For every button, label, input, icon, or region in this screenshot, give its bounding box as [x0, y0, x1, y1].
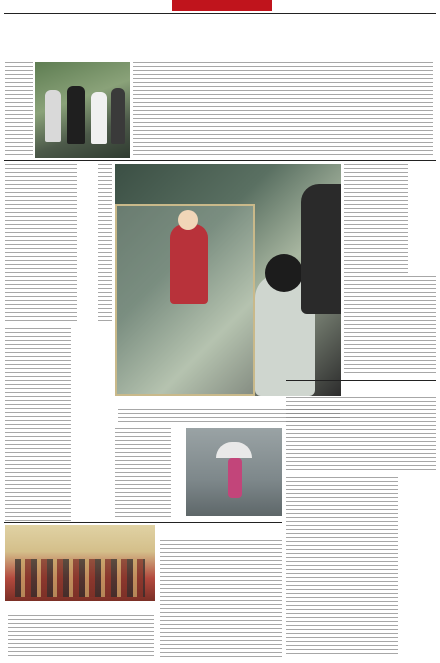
photo-person [67, 86, 85, 144]
lead-article-text [133, 62, 433, 158]
photo-person [91, 92, 107, 144]
puppet-figure [170, 224, 208, 304]
nurse-figure [228, 458, 242, 498]
section-rule [4, 522, 282, 523]
airport-article-text [160, 540, 282, 658]
photo-person [111, 88, 125, 144]
adult-figure [301, 184, 341, 314]
section-rule [4, 160, 436, 161]
baseball-article-text [98, 164, 112, 324]
section-rule [286, 380, 436, 381]
puppet-photo [115, 164, 341, 396]
lead-photo [35, 62, 130, 158]
lead-caption-text [5, 62, 33, 158]
youth-article-text [5, 328, 71, 524]
culture-caption-text [8, 615, 154, 659]
child-head [265, 254, 303, 292]
brand-logo [172, 0, 272, 11]
rain-photo [186, 428, 282, 516]
photo-person [45, 90, 61, 142]
dancers [15, 559, 145, 597]
umbrella [216, 442, 252, 458]
culture-photo [5, 525, 155, 601]
masthead-rule [4, 13, 436, 14]
rain-article-text [115, 428, 171, 518]
baseball-article-text [5, 164, 77, 324]
sleep-article-text [286, 477, 398, 657]
puppet-head [178, 210, 198, 230]
waist-article-text [286, 397, 436, 473]
typhoon-article-text [344, 276, 436, 376]
masthead [0, 0, 440, 13]
typhoon-article-text [344, 164, 408, 274]
